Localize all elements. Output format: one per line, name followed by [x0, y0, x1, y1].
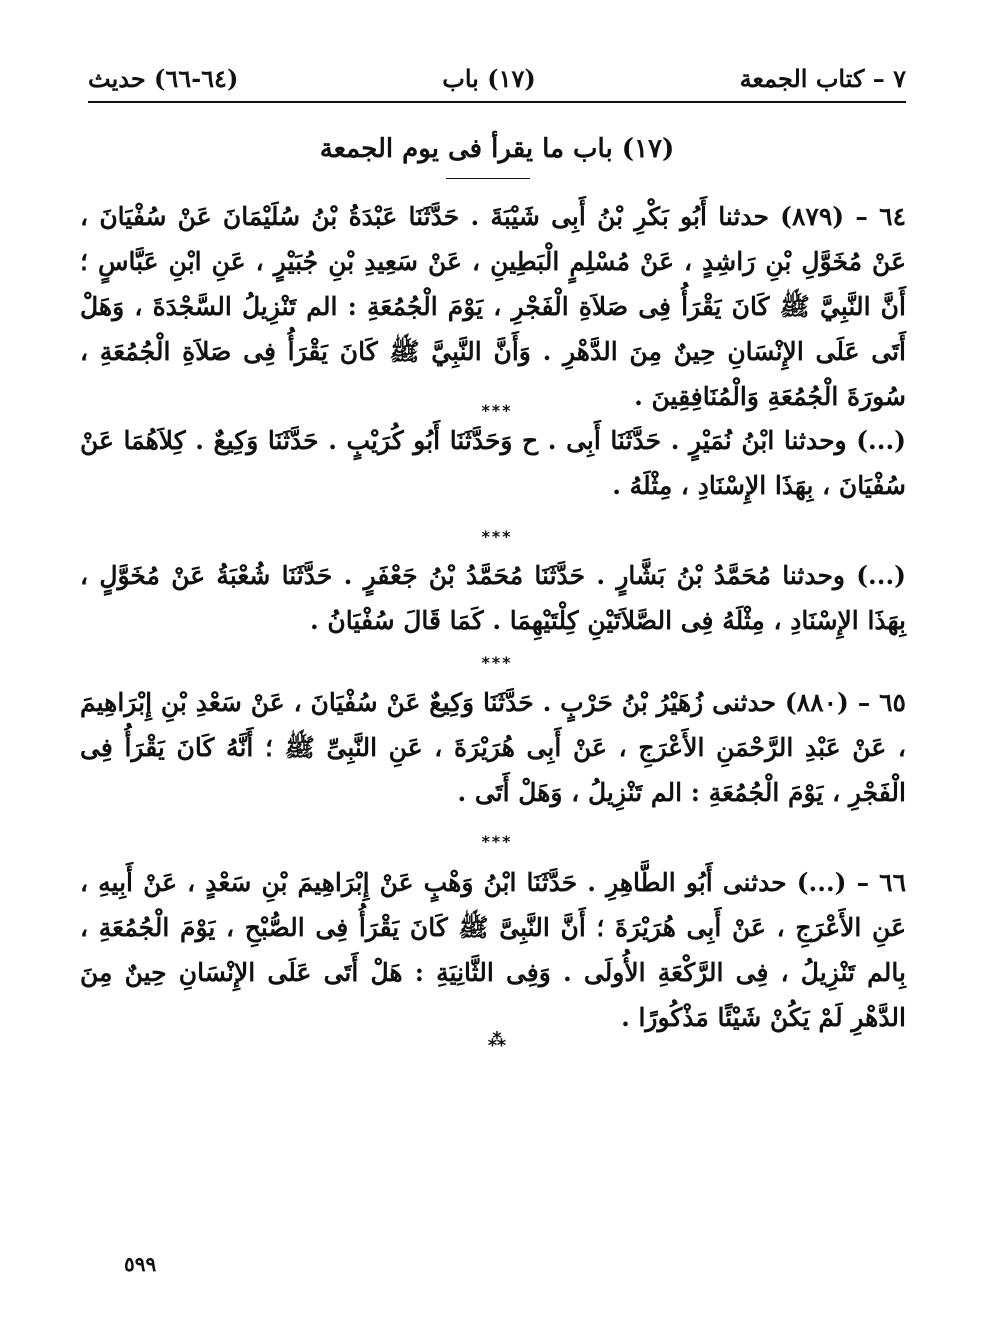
hadith-paragraph-65: ٦٥ – (٨٨٠) حدثنى زُهَيْرُ بْنُ حَرْبٍ . حَدَّثَنَا وَكِيعٌ عَنْ سُفْيَانَ ، عَنْ سَعْدِ بْنِ إِبْرَاهِيمَ ، عَنْ عَبْدِ الرَّحْمَنِ الأَعْرَجِ ، عَنْ أَبِى هُرَيْرَةَ ، عَنِ النَّبِىِّ ﷺ ؛ أَنَّهُ كَانَ يَقْرَأُ فِى الْفَجْرِ ، يَوْمَ الْجُمُعَةِ : الم تَنْزِيلُ ، وَهَلْ أَتَى .: [80, 688, 906, 807]
hadith-paragraph-64: ٦٤ – (٨٧٩) حدثنا أَبُو بَكْرِ بْنُ أَبِى شَيْبَةَ . حَدَّثَنَا عَبْدَةُ بْنُ سُلَيْمَانَ عَنْ سُفْيَانَ ، عَنْ مُخَوَّلِ بْنِ رَاشِدٍ ، عَنْ مُسْلِمٍ الْبَطِينِ ، عَنْ سَعِيدِ بْنِ جُبَيْرٍ ، عَنِ ابْنِ عَبَّاسٍ ؛ أَنَّ النَّبِيَّ ﷺ كَانَ يَقْرَأُ فِى صَلاَةِ الْفَجْرِ ، يَوْمَ الْجُمُعَةِ : الم تَنْزِيلُ السَّجْدَةَ ، وَهَلْ أَتَى عَلَى الإِنْسَانِ حِينٌ مِنَ الدَّهْرِ . وَأَنَّ النَّبِيَّ ﷺ كَانَ يَقْرَأُ فِى صَلاَةِ الْجُمُعَةِ ، سُورَةَ الْجُمُعَةِ وَالْمُنَافِقِينَ .: [80, 202, 906, 411]
header-hadith-range: (٦٤-٦٦) حديث: [88, 63, 239, 93]
running-header: [88, 58, 906, 98]
section-separator: ***: [481, 527, 513, 546]
section-end-mark: ⁂: [487, 1030, 507, 1051]
header-chapter: (١٧) باب: [442, 63, 536, 93]
header-divider: [88, 101, 906, 103]
chapter-title-underline: [446, 178, 530, 179]
hadith-paragraph-66: ٦٦ – (...) حدثنى أَبُو الطَّاهِرِ . حَدَّثَنَا ابْنُ وَهْبٍ عَنْ إِبْرَاهِيمَ بْنِ سَعْدٍ ، عَنْ أَبِيهِ ، عَنِ الأَعْرَجِ ، عَنْ أَبِى هُرَيْرَةَ ؛ أَنَّ النَّبِىَّ ﷺ كَانَ يَقْرَأُ فِى الصُّبْحِ ، يَوْمَ الْجُمُعَةِ ، بِالم تَنْزِيلُ ، فِى الرَّكْعَةِ الأُولَى . وَفِى الثَّانِيَةِ : هَلْ أَتَى عَلَى الإِنْسَانِ حِينٌ مِنَ الدَّهْرِ لَمْ يَكُنْ شَيْئًا مَذْكُورًا .: [80, 868, 907, 1032]
page-number: ٥٩٩: [124, 1252, 157, 1276]
section-separator: ***: [481, 832, 513, 851]
chapter-title: (١٧) باب ما يقرأ فى يوم الجمعة: [319, 134, 675, 164]
header-book-title: ٧ – كتاب الجمعة: [739, 63, 906, 93]
section-separator: ***: [481, 653, 513, 672]
hadith-paragraph-chain-1: (...) وحدثنا ابْنُ نُمَيْرٍ . حَدَّثَنَا أَبِى . ح وَحَدَّثَنَا أَبُو كُرَيْبٍ . حَدَّثَنَا وَكِيعٌ . كِلاَهُمَا عَنْ سُفْيَانَ ، بِهَذَا الإِسْنَادِ ، مِثْلَهُ .: [80, 426, 906, 500]
hadith-paragraph-chain-2: (...) وحدثنا مُحَمَّدُ بْنُ بَشَّارٍ . حَدَّثَنَا مُحَمَّدُ بْنُ جَعْفَرٍ . حَدَّثَنَا شُعْبَةُ عَنْ مُخَوَّلٍ ، بِهَذَا الإِسْنَادِ ، مِثْلَهُ فِى الصَّلاَتَيْنِ كِلْتَيْهِمَا . كَمَا قَالَ سُفْيَانُ .: [80, 561, 906, 635]
section-separator: ***: [481, 401, 513, 420]
